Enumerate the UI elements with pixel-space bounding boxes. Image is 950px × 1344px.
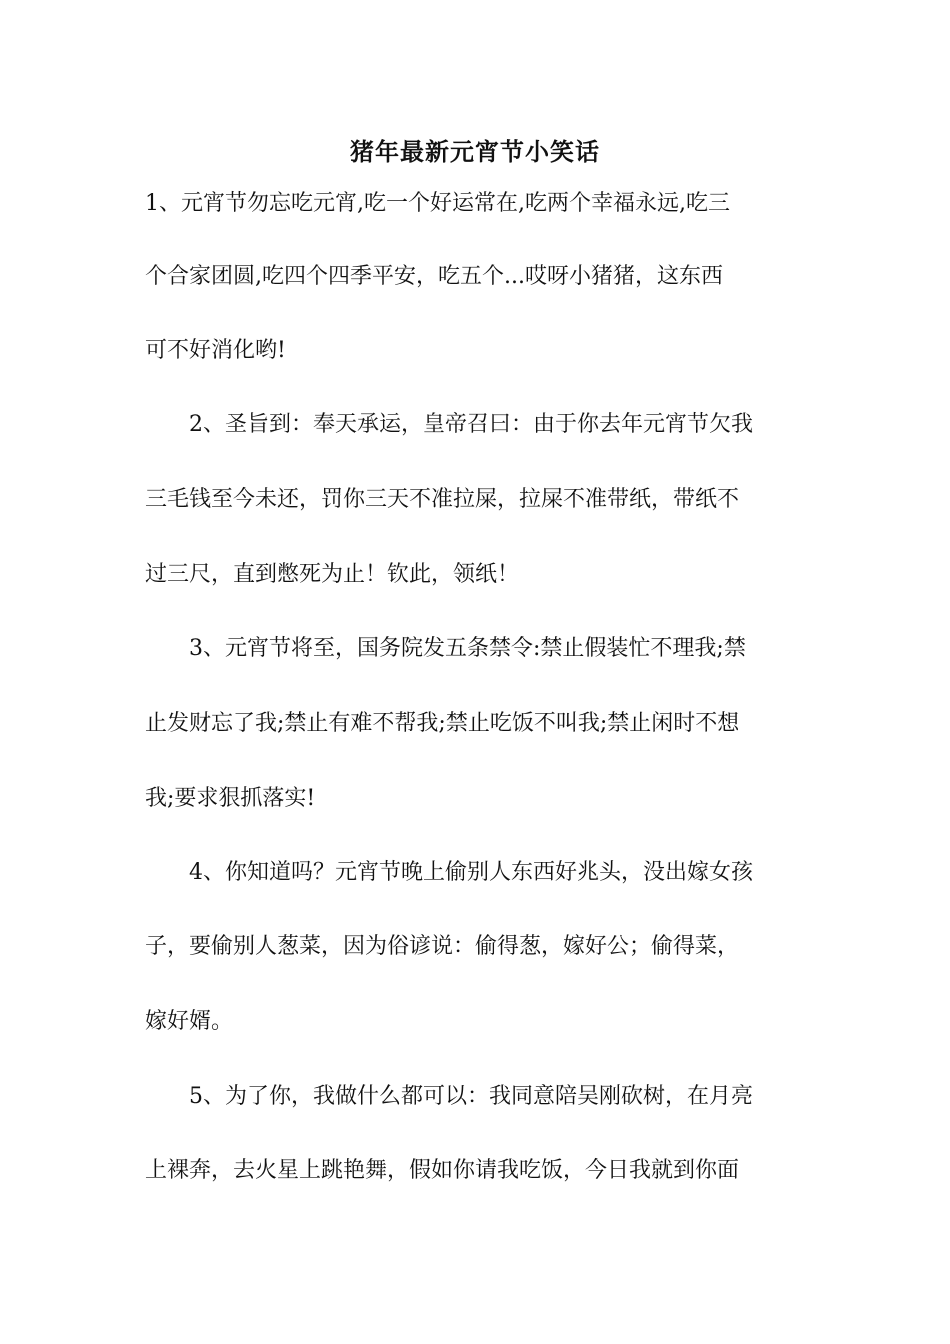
text-line-13: 5、为了你，我做什么都可以：我同意陪吴刚砍树，在月亮 [145,1084,753,1109]
text-line-7: 3、元宵节将至，国务院发五条禁令:禁止假装忙不理我;禁 [145,636,746,661]
text-line-14: 上裸奔，去火星上跳艳舞，假如你请我吃饭，今日我就到你面 [145,1158,740,1183]
document-title: 猪年最新元宵节小笑话 [350,137,600,166]
text-line-6: 过三尺，直到憋死为止！钦此，领纸！ [145,562,520,587]
text-line-10: 4、你知道吗？元宵节晚上偷别人东西好兆头，没出嫁女孩 [145,860,753,885]
text-line-4: 2、圣旨到：奉天承运，皇帝召曰：由于你去年元宵节欠我 [145,412,753,437]
text-line-2: 个合家团圆,吃四个四季平安，吃五个...哎呀小猪猪，这东西 [145,264,723,289]
text-line-8: 止发财忘了我;禁止有难不帮我;禁止吃饭不叫我;禁止闲时不想 [145,711,740,736]
text-line-5: 三毛钱至今未还，罚你三天不准拉屎，拉屎不准带纸，带纸不 [145,487,740,512]
text-line-11: 子，要偷别人葱菜，因为俗谚说：偷得葱，嫁好公；偷得菜， [145,934,740,959]
text-line-12: 嫁好婿。 [145,1009,234,1034]
text-line-3: 可不好消化哟! [145,338,286,363]
text-line-9: 我;要求狠抓落实! [145,786,316,811]
text-line-1: 1、元宵节勿忘吃元宵,吃一个好运常在,吃两个幸福永远,吃三 [145,191,730,216]
